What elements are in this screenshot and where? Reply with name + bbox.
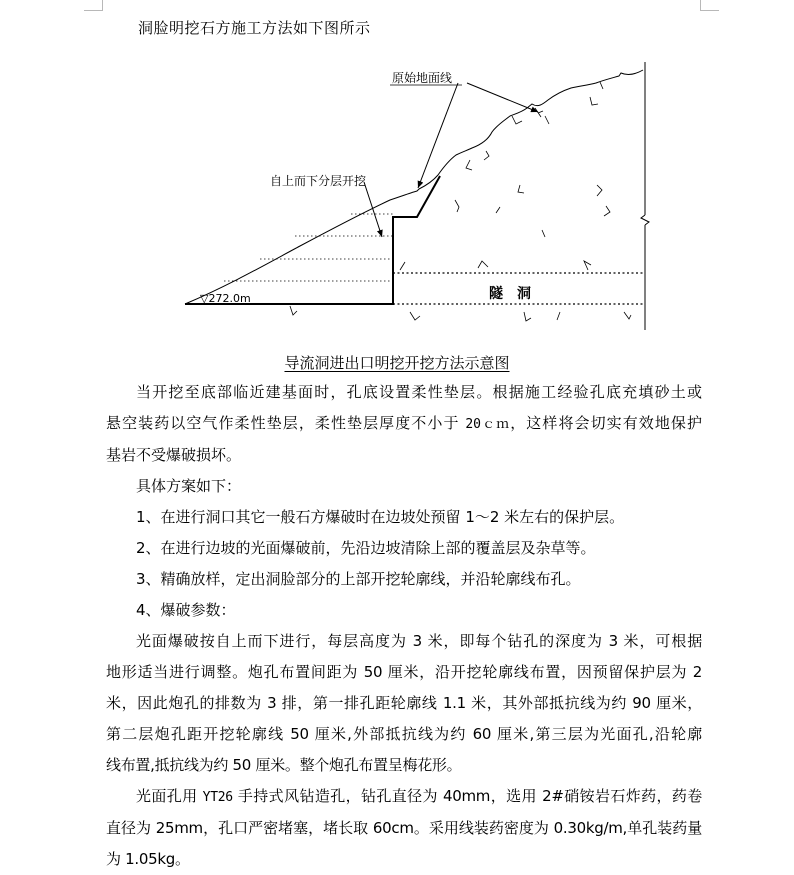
- list-item: 3、精确放样，定出洞脸部分的上部开挖轮廓线，并沿轮廓线布孔。: [136, 570, 581, 588]
- paragraph-line: 悬空装药以空气作柔性垫层，柔性垫层厚度不小于 20ｃｍ，这样将会切实有效地保护: [106, 414, 702, 432]
- list-item: 4、爆破参数：: [136, 601, 236, 619]
- paragraph-line: 光面孔用 YT26 手持式风钻造孔，钻孔直径为 40mm，选用 2#硝铵岩石炸药，药卷: [136, 787, 702, 805]
- paragraph-line: 第二层炮孔距开挖轮廓线 50 厘米,外部抵抗线为约 60 厘米,第三层为光面孔,沿轮廓: [106, 725, 702, 743]
- label-original-ground: 原始地面线: [392, 71, 453, 85]
- excavation-layer-lines: [224, 214, 393, 281]
- paragraph-line: 线布置,抵抗线为约 50 厘米。整个炮孔布置呈梅花形。: [106, 756, 462, 774]
- figure-caption-text: 导流洞进出口明挖开挖方法示意图: [284, 354, 510, 372]
- list-item: 1、在进行洞口其它一般石方爆破时在边坡处预留 1～2 米左右的保护层。: [136, 508, 625, 526]
- ground-texture: [290, 82, 631, 321]
- excavation-diagram: [0, 0, 794, 345]
- figure-caption: [0, 352, 794, 373]
- paragraph-line: 为 1.05kg。: [106, 850, 190, 868]
- intro-text: 洞脸明挖石方施工方法如下图所示: [138, 19, 371, 37]
- original-ground-line: [185, 70, 643, 304]
- paragraph-line: 直径为 25mm，孔口严密堵塞，堵长取 60cm。采用线装药密度为 0.30kg/m,单孔装药量: [106, 819, 702, 837]
- document-body: [106, 377, 702, 875]
- label-tunnel: 隧 洞: [489, 286, 531, 302]
- boundary-line: [641, 62, 649, 330]
- paragraph-line: 基岩不受爆破损坏。: [106, 446, 242, 464]
- paragraph-line: 具体方案如下：: [136, 477, 242, 495]
- leader-arrows: [364, 83, 538, 237]
- paragraph-line: 当开挖至底部临近建基面时，孔底设置柔性垫层。根据施工经验孔底充填砂土或: [136, 383, 702, 401]
- paragraph-line: 光面爆破按自上而下进行，每层高度为 3 米，即每个钻孔的深度为 3 米，可根据: [136, 632, 702, 650]
- excavation-profile: [185, 176, 440, 304]
- label-elevation: ▽272.0m: [200, 292, 251, 305]
- label-layered-excavation: 自上而下分层开挖: [270, 174, 367, 188]
- paragraph-line: 米，因此炮孔的排数为 3 排，第一排孔距轮廓线 1.1 米，其外部抵抗线为约 90 厘米，: [106, 694, 702, 712]
- paragraph-line: 地形适当进行调整。炮孔布置间距为 50 厘米，沿开挖轮廓线布置，因预留保护层为 2: [106, 663, 702, 681]
- list-item: 2、在进行边坡的光面爆破前，先沿边坡清除上部的覆盖层及杂草等。: [136, 539, 596, 557]
